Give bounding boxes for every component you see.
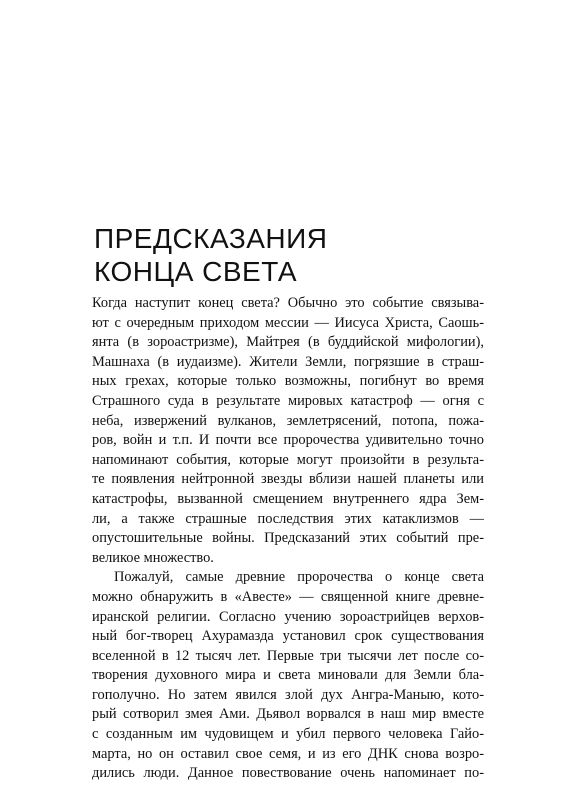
text-line: ных грехах, которые только возможны, погибнут во время (92, 373, 484, 390)
text-line: вселенной в 12 тысяч лет. Первые три тысячи лет после со- (92, 647, 484, 664)
text-line: с созданным им чудовищем и убил первого человека Гайо- (92, 726, 484, 743)
chapter-heading-line-1: ПРЕДСКАЗАНИЯ (94, 223, 328, 254)
text-line: неба, извержений вулканов, землетрясений, потопа, пожа- (92, 412, 484, 429)
text-line: великое множество. (92, 549, 214, 566)
text-line: Когда наступит конец света? Обычно это событие связыва- (92, 295, 484, 311)
text-line: Пожалуй, самые древние пророчества о конце света (114, 569, 484, 586)
text-line: катастрофы, вызванной смещением внутреннего ядра Зем- (92, 490, 484, 507)
text-line: рый сотворил змея Ами. Дьявол ворвался в наш мир вместе (92, 706, 484, 723)
text-line: опустошительные войны. Предсказаний этих событий пре- (92, 530, 484, 547)
text-line: ли, а также страшные последствия этих катаклизмов — (92, 510, 484, 527)
text-line: можно обнаружить в «Авесте» — священной книге древне- (92, 588, 484, 605)
text-line: Машнаха (в иудаизме). Жители Земли, погрязшие в страш- (92, 353, 484, 370)
text-line: иранской религии. Согласно учению зороастрийцев верхов- (92, 608, 484, 625)
chapter-heading (94, 222, 328, 288)
text-line: напоминают события, которые могут произойти в результа- (92, 451, 484, 468)
text-line: дились люди. Данное повествование очень напоминает по- (92, 765, 484, 782)
text-line: творения духовного мира и света миновали для Земли бла- (92, 667, 484, 684)
paragraph-1 (92, 294, 484, 568)
text-line: Страшного суда в результате мировых катастроф — огня с (92, 392, 484, 409)
text-line: марта, но он оставил свое семя, и из его ДНК снова возро- (92, 745, 484, 762)
text-line: ров, войн и т.п. И почти все пророчества удивительно точно (92, 432, 484, 449)
text-line: ный бог-творец Ахурамазда установил срок существования (92, 628, 484, 645)
text-line: ют с очередным приходом мессии — Иисуса Христа, Саошь- (92, 314, 484, 331)
paragraph-2 (92, 568, 484, 784)
body-text (92, 294, 484, 784)
text-line: янта (в зороастризме), Майтрея (в буддийской мифологии), (92, 334, 484, 351)
chapter-heading-line-2: КОНЦА СВЕТА (94, 256, 298, 287)
text-line: гополучно. Но затем явился злой дух Ангра-Маныю, кото- (92, 686, 484, 703)
text-line: те появления нейтронной звезды вблизи нашей планеты или (92, 471, 484, 488)
